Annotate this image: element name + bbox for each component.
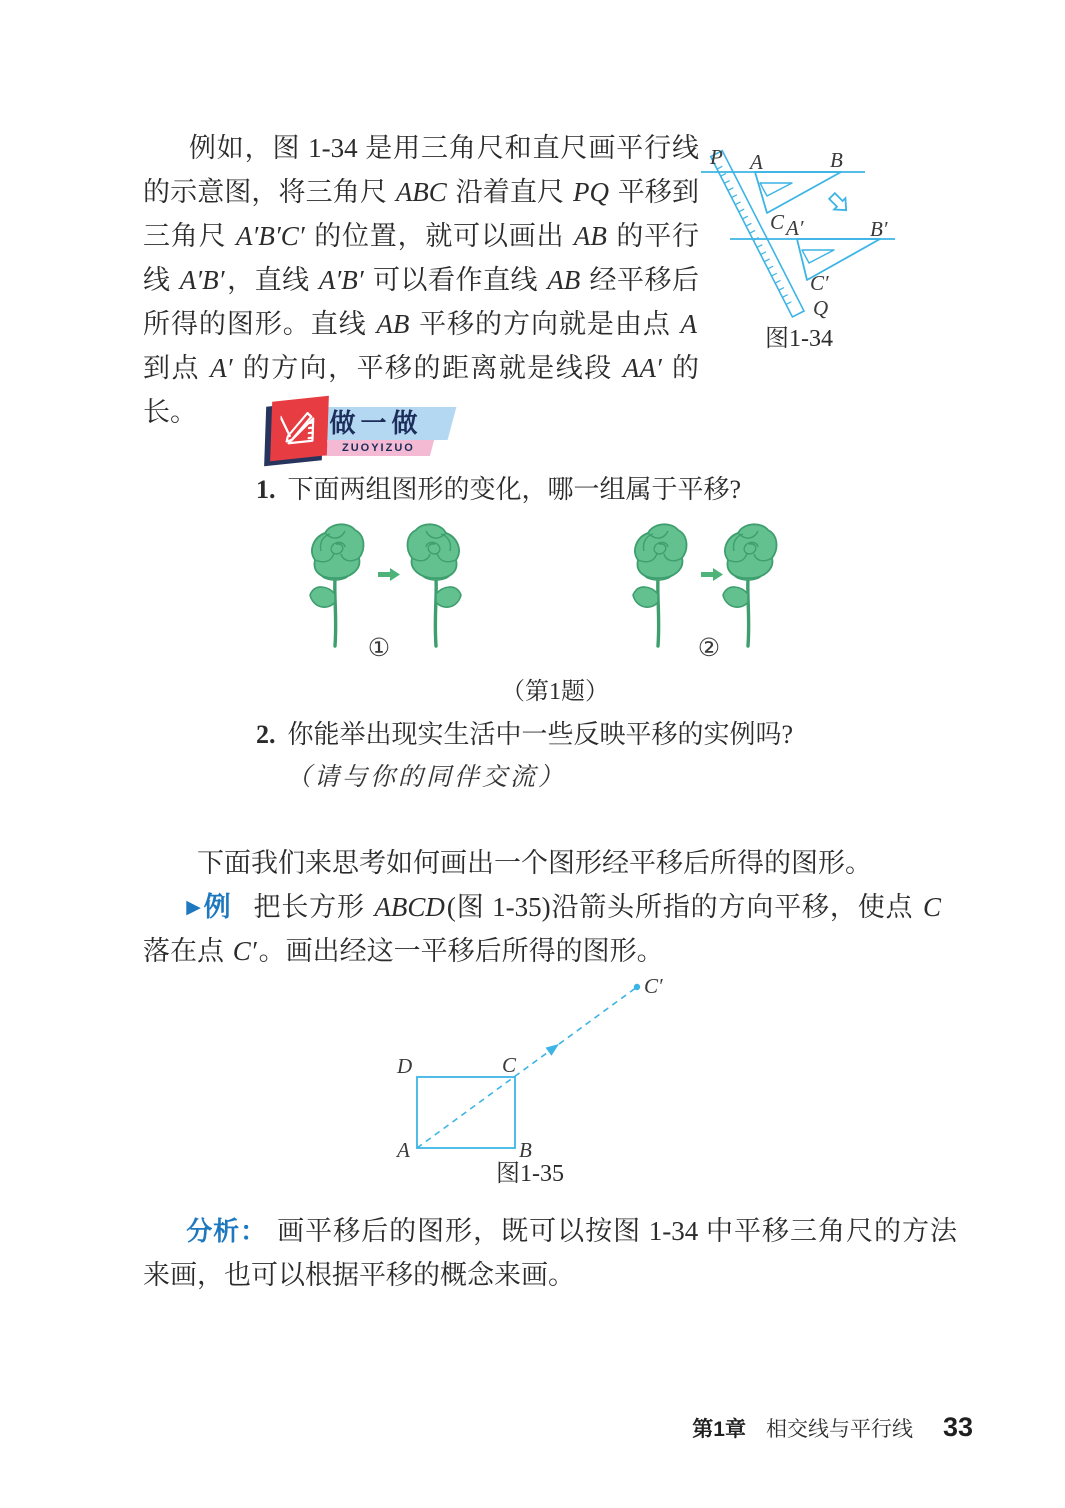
translation-arrowhead-icon	[546, 1040, 562, 1056]
question-2-number: 2.	[256, 720, 276, 749]
figure-1-34	[693, 133, 1013, 368]
arrow-group2-icon	[701, 568, 723, 581]
example-label: 例	[203, 892, 232, 922]
translation-dashed-line	[417, 987, 637, 1148]
flower-group2-left	[633, 524, 687, 646]
label-B-prime: B′	[870, 217, 888, 241]
example-marker-icon: ▶	[186, 896, 202, 918]
label-P: P	[710, 145, 723, 169]
flower-group1-left	[310, 524, 364, 646]
analysis-text: 画平移后的图形，既可以按图 1-34 中平移三角尺的方法来画，也可以根据平移的概念来画。	[143, 1216, 957, 1290]
lead-paragraph: 下面我们来思考如何画出一个图形经平移后所得的图形。	[197, 848, 872, 878]
point-C-prime-dot	[634, 984, 640, 990]
analysis-paragraph	[143, 1209, 957, 1297]
group2-label: ②	[697, 635, 721, 662]
question-2	[256, 719, 793, 751]
zuoyizuo-pinyin: ZUOYIZUO	[342, 442, 415, 454]
arrow-group1-icon	[378, 568, 400, 581]
question-1	[256, 474, 741, 506]
label-B: B	[830, 148, 843, 172]
label-C-prime: C′	[810, 271, 829, 295]
label-C: C	[502, 1053, 517, 1077]
label-A: A	[397, 1138, 410, 1162]
triangle-ABC	[755, 172, 841, 213]
zuoyizuo-badge	[262, 397, 477, 469]
label-C: C	[770, 210, 785, 234]
label-A-prime: A′	[786, 216, 804, 240]
triangle-ABC-hole	[760, 183, 792, 196]
triangle-ruler-pencil-icon	[279, 406, 320, 451]
figure-1-34-caption: 图1-34	[765, 326, 833, 352]
example-paragraph	[143, 885, 943, 973]
analysis-label: 分析：	[186, 1216, 268, 1246]
zuoyizuo-title: 做一做	[329, 408, 423, 438]
flowers-figure	[290, 510, 810, 662]
question-2-text: 你能举出现实生活中一些反映平移的实例吗?	[287, 720, 794, 749]
footer-chapter-title: 相交线与平行线	[765, 1418, 913, 1441]
triangle-hole-2	[802, 250, 834, 263]
flowers-caption: （第1题）	[501, 679, 609, 705]
zuoyizuo-pinyin-strip	[324, 440, 434, 456]
group1-label: ①	[367, 635, 391, 662]
intro-paragraph: 例如，图 1-34 是用三角尺和直尺画平行线的示意图，将三角尺 ABC 沿着直尺 PQ 平移到三角尺 A′B′C′ 的位置，就可以画出 AB 的平行线 A′B′，直线 A′B′ 可以看作直线 AB 经平移后所得的图形。直线 AB 平移的方向就是由点 A 到点 A′ 的方向，平移的距离就是线段 AA′ 的长。	[143, 133, 700, 427]
figure-1-35-caption: 图1-35	[496, 1161, 564, 1187]
label-B: B	[519, 1138, 532, 1162]
page-footer	[692, 1412, 973, 1443]
figure-1-35	[385, 965, 725, 1205]
question-1-text: 下面两组图形的变化，哪一组属于平移?	[287, 475, 742, 504]
badge-red-tab	[270, 396, 329, 462]
example-text: 把长方形 ABCD(图 1-35)沿箭头所指的方向平移，使点 C 落在点 C′。画出经这一平移后所得的图形。	[143, 892, 941, 966]
label-A: A	[750, 150, 763, 174]
flower-group1-right-mirrored	[407, 524, 461, 646]
label-C-prime: C′	[644, 974, 663, 998]
flower-group2-right	[723, 524, 777, 646]
footer-page-number: 33	[942, 1412, 973, 1442]
question-2-note: （请与你的同伴交流）	[286, 764, 567, 791]
label-D: D	[397, 1054, 413, 1078]
label-Q: Q	[813, 296, 829, 320]
footer-chapter: 第1章	[692, 1418, 746, 1441]
slide-direction-arrow-icon	[826, 190, 851, 215]
question-1-number: 1.	[256, 475, 276, 504]
